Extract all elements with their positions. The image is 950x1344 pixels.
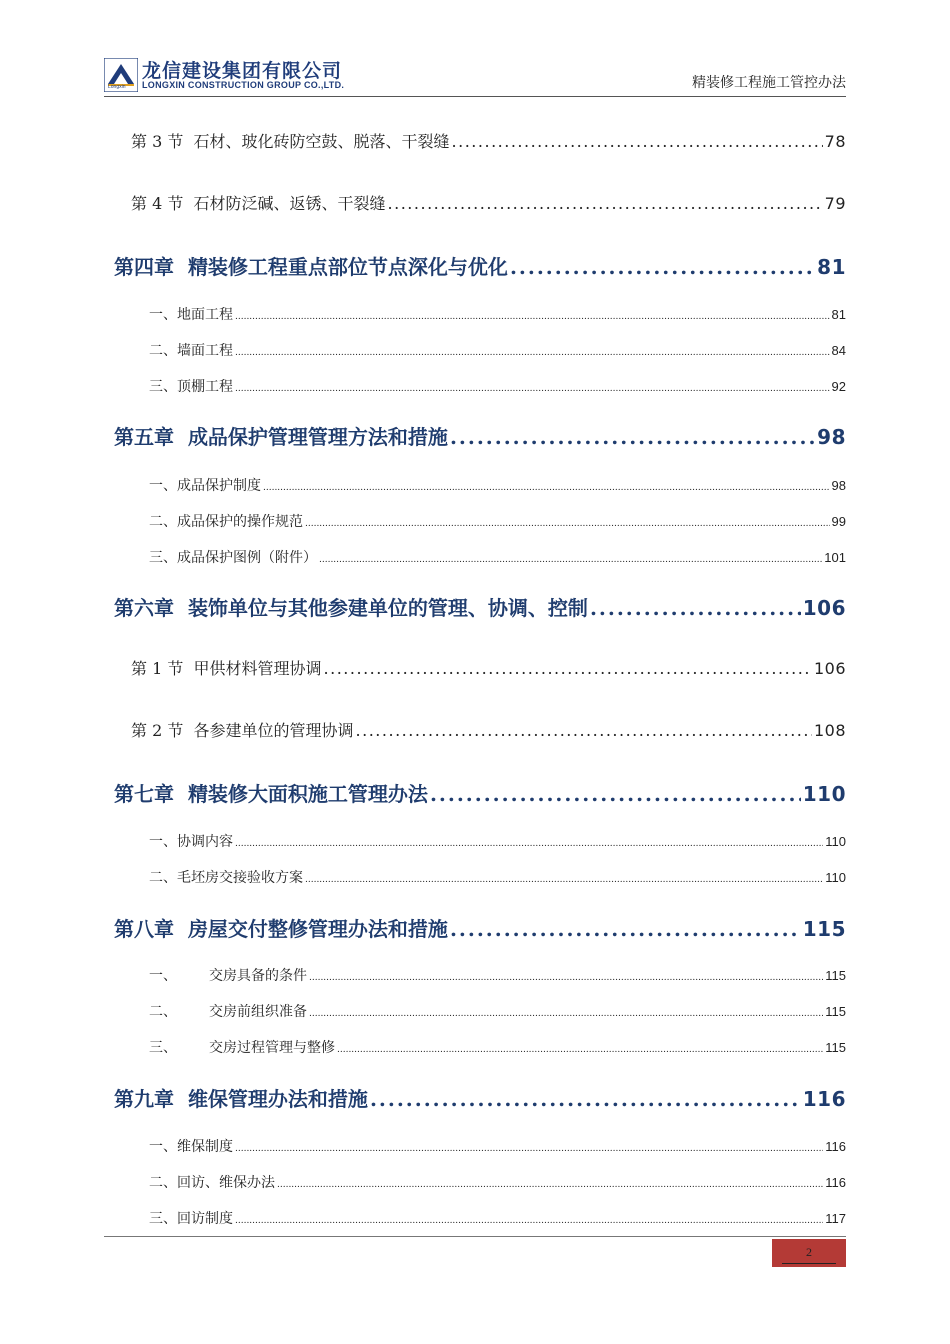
toc-leader [235,1144,823,1154]
toc-leader [235,312,830,322]
toc-number: 第 2 节 [131,721,184,740]
toc-entry[interactable] [0,304,846,324]
toc-leader [235,839,823,849]
toc-page: 110 [825,870,846,885]
toc-chapter[interactable] [0,1083,846,1112]
toc-entry[interactable] [0,340,846,360]
toc-page: 106 [813,659,846,678]
toc-number: 第四章 [114,255,174,279]
toc-entry[interactable] [0,376,846,396]
page-header [104,52,846,96]
toc-title: 各参建单位的管理协调 [193,721,354,740]
toc-leader [235,1216,823,1226]
toc-page: 106 [802,596,846,620]
toc-leader [450,425,815,449]
toc-number: 第六章 [114,596,174,620]
toc-leader [337,1045,823,1055]
toc-entry[interactable] [0,831,846,851]
toc-chapter[interactable] [0,251,846,280]
toc-leader [263,483,830,493]
toc-title: 房屋交付整修管理办法和措施 [187,917,448,941]
toc-title: 成品保护管理管理方法和措施 [187,425,448,449]
toc-page: 98 [831,478,846,493]
toc-page: 81 [831,307,846,322]
toc-entry[interactable] [0,1208,846,1228]
toc-number: 第 4 节 [131,194,184,213]
toc-leader [277,1180,823,1190]
toc-page: 108 [813,721,846,740]
toc-number: 第五章 [114,425,174,449]
logo-small-text: Longxin [108,84,126,90]
toc-title: 二、毛坯房交接验收方案 [149,870,303,886]
toc-page: 116 [825,1139,846,1154]
toc-leader [319,555,822,565]
toc-title: 三、回访制度 [149,1211,233,1227]
toc-entry[interactable] [0,475,846,495]
toc-number: 第七章 [114,782,174,806]
toc-number: 二、 [149,1004,177,1020]
toc-title: 三、成品保护图例（附件） [149,550,317,566]
toc-title: 二、回访、维保办法 [149,1175,275,1191]
toc-leader [235,384,830,394]
toc-number: 第八章 [114,917,174,941]
toc-entry[interactable] [0,718,846,741]
footer-divider [104,1236,846,1237]
toc-title: 一、成品保护制度 [149,478,261,494]
toc-leader [590,596,801,620]
toc-entry[interactable] [0,1172,846,1192]
toc-title: 石材、玻化砖防空鼓、脱落、干裂缝 [193,132,450,151]
toc-title: 二、墙面工程 [149,343,233,359]
toc-leader [235,348,830,358]
toc-page: 115 [802,917,846,941]
toc-chapter[interactable] [0,592,846,621]
toc-title: 交房前组织准备 [209,1004,307,1020]
toc-page: 110 [825,834,846,849]
toc-entry[interactable] [0,1037,846,1057]
toc-leader [510,255,815,279]
toc-leader [388,194,823,213]
toc-title: 精装修工程重点部位节点深化与优化 [187,255,508,279]
toc-entry[interactable] [0,1001,846,1021]
toc-page: 92 [831,379,846,394]
toc-entry[interactable] [0,191,846,214]
company-name-en: LONGXIN CONSTRUCTION GROUP CO.,LTD. [142,80,345,90]
toc-chapter[interactable] [0,421,846,450]
toc-title: 交房具备的条件 [209,968,307,984]
toc-leader [450,917,801,941]
toc-entry[interactable] [0,656,846,679]
toc-leader [305,875,823,885]
toc-number: 三、 [149,1040,177,1056]
toc-page: 99 [831,514,846,529]
toc-leader [430,782,801,806]
toc-title: 维保管理办法和措施 [187,1087,368,1111]
toc-entry[interactable] [0,965,846,985]
toc-title: 装饰单位与其他参建单位的管理、协调、控制 [187,596,588,620]
toc-page: 110 [802,782,846,806]
toc-page: 115 [825,1004,846,1019]
toc-entry[interactable] [0,867,846,887]
toc-entry[interactable] [0,511,846,531]
toc-page: 84 [831,343,846,358]
toc-number: 第 1 节 [131,659,184,678]
toc-page: 115 [825,968,846,983]
toc-page: 117 [825,1211,846,1226]
header-divider [104,96,846,97]
toc-leader [356,721,812,740]
toc-title: 一、地面工程 [149,307,233,323]
toc-title: 二、成品保护的操作规范 [149,514,303,530]
toc-leader [309,1009,823,1019]
toc-title: 精装修大面积施工管理办法 [187,782,428,806]
toc-number: 一、 [149,968,177,984]
toc-page: 78 [824,132,846,151]
toc-page: 116 [825,1175,846,1190]
toc-page: 115 [825,1040,846,1055]
toc-title: 一、维保制度 [149,1139,233,1155]
toc-page: 101 [824,550,846,565]
document-title: 精装修工程施工管控办法 [692,75,846,91]
toc-title: 石材防泛碱、返锈、干裂缝 [193,194,386,213]
page-number-underline [782,1263,836,1264]
toc-page: 98 [817,425,846,449]
toc-entry[interactable] [0,547,846,567]
toc-title: 交房过程管理与整修 [209,1040,335,1056]
toc-page: 116 [802,1087,846,1111]
page-number: 2 [806,1245,812,1259]
page-number-box [772,1239,846,1267]
toc-leader [452,132,823,151]
toc-number: 第九章 [114,1087,174,1111]
toc-chapter[interactable] [0,778,846,807]
toc-entry[interactable] [0,129,846,152]
toc-leader [370,1087,801,1111]
toc-title: 一、协调内容 [149,834,233,850]
toc-page: 79 [824,194,846,213]
toc-chapter[interactable] [0,913,846,942]
toc-leader [324,659,812,678]
toc-entry[interactable] [0,1136,846,1156]
toc-leader [305,519,830,529]
toc-number: 第 3 节 [131,132,184,151]
toc-page: 81 [817,255,846,279]
toc-title: 三、顶棚工程 [149,379,233,395]
toc-title: 甲供材料管理协调 [193,659,322,678]
company-name-cn: 龙信建设集团有限公司 [142,60,343,82]
toc-leader [309,973,823,983]
